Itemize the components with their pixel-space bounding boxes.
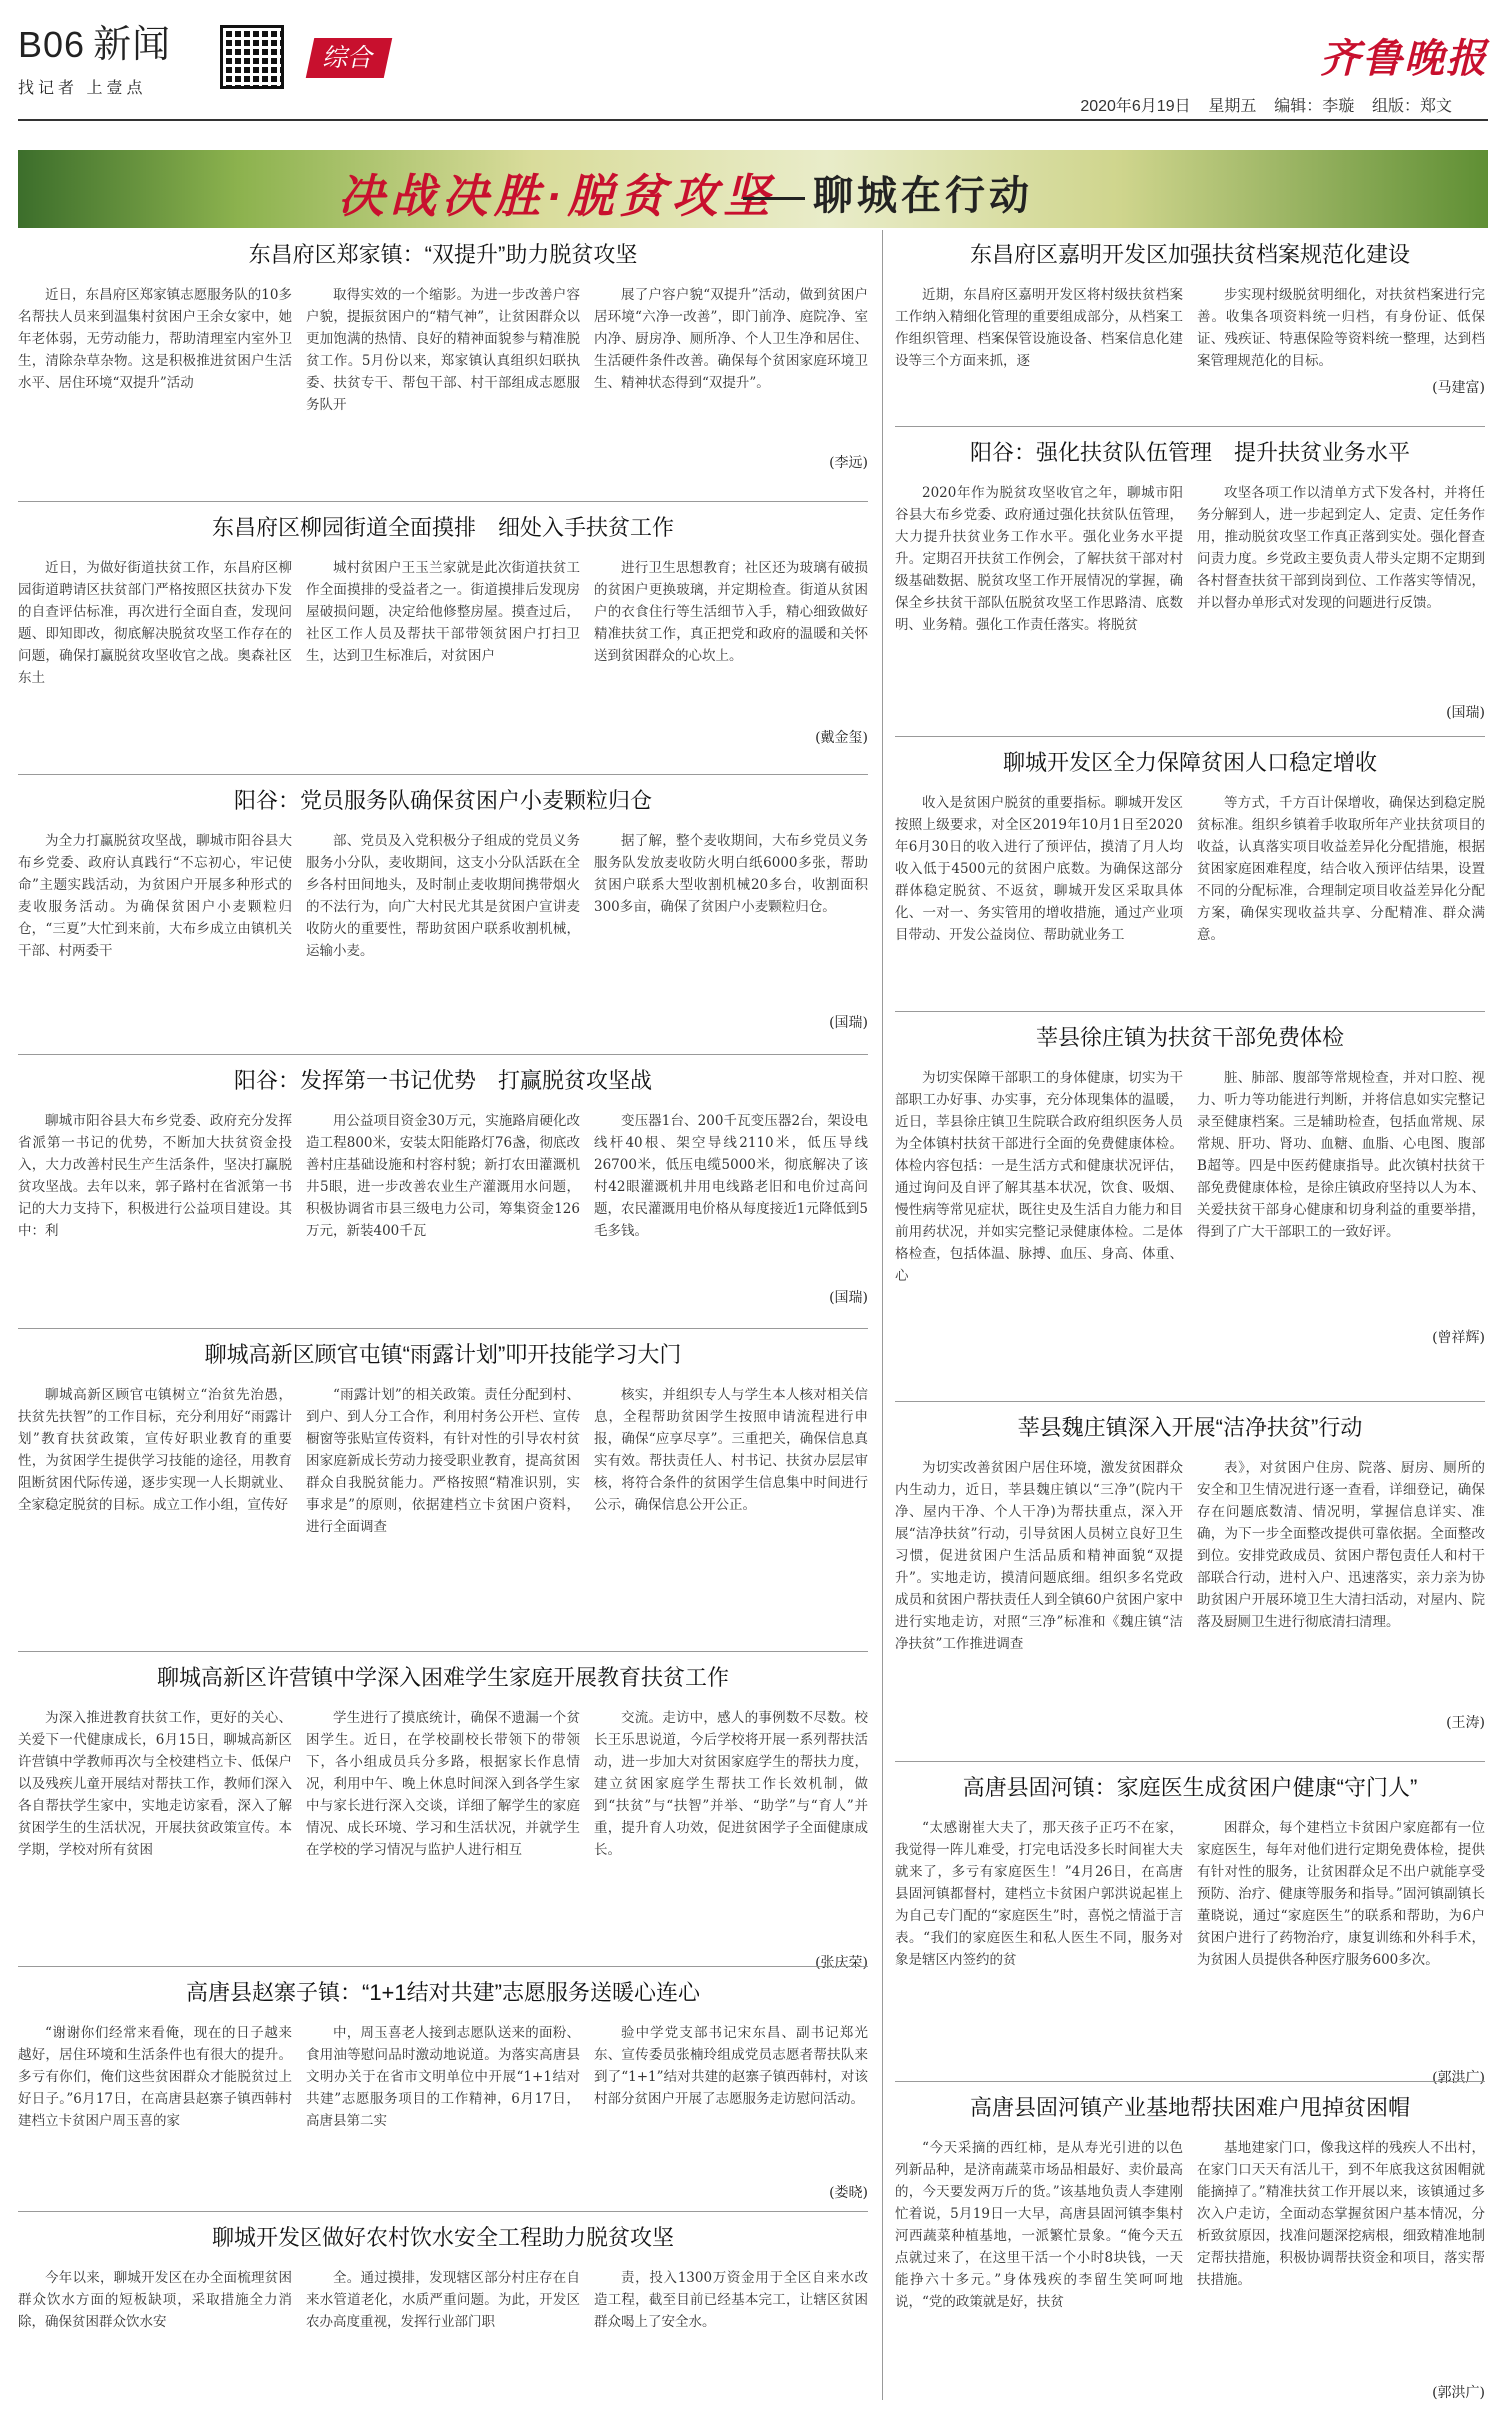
page-no: B06 <box>18 24 86 65</box>
article-divider <box>18 1966 868 1967</box>
article-column: “太感谢崔大夫了，那天孩子正巧不在家，我觉得一阵儿难受，打完电话没多长时间崔大夫就来了，多亏有家庭医生！”4月26日，在高唐县固河镇都督村，建档立卡贫困户郭洪说起崔上为自己专门配的“家庭医生”时，喜悦之情溢于言表。“我们的家庭医生和私人医生不同，服务对象是辖区内签约的贫 <box>895 1820 1183 1968</box>
article-byline: (娄晓) <box>825 2182 868 2202</box>
article-column: 近期，东昌府区嘉明开发区将村级扶贫档案工作纳入精细化管理的重要组成部分，从档案工作组织管理、档案保管设施设备、档案信息化建设等三个方面来抓，逐 <box>895 287 1183 369</box>
article-body <box>895 1457 1485 1708</box>
article-title[interactable]: 聊城高新区顾官屯镇“雨露计划”叩开技能学习大门 <box>204 1342 682 1367</box>
article-column: 展了户容户貌“双提升”活动，做到贫困户居环境“六净一改善”，即门前净、庭院净、室内净、厨房净、厕所净、个人卫生净和居住、生活硬件条件改善。确保每个贫困家庭环境卫生、精神状态得到“双提升”。 <box>594 287 868 391</box>
article-column: 责，投入1300万资金用于全区自来水改造工程，截至目前已经基本完工，让辖区贫困群众喝上了安全水。 <box>594 2270 868 2330</box>
article-column: 变压器1台、200千瓦变压器2台，架设电线杆40根、架空导线2110米，低压导线26700米，低压电缆5000米，彻底解决了该村42眼灌溉机井用电线路老旧和电价过高问题，农民灌溉用电价格从每度接近1元降低到5毛多钱。 <box>594 1113 868 1239</box>
article-column: 用公益项目资金30万元，实施路肩硬化改造工程800米，安装太阳能路灯76盏，彻底改善村庄基础设施和村容村貌；新打农田灌溉机井5眼，进一步改善农业生产灌溉用水问题，积极协调省市县三级电力公司，筹集资金126万元，新装400千瓦 <box>306 1113 580 1239</box>
page-number <box>18 25 171 65</box>
article-column: 聊城高新区顾官屯镇树立“治贫先治愚，扶贫先扶智”的工作目标，充分利用好“雨露计划”教育扶贫政策，宣传好职业教育的重要性，为贫困学生提供学习技能的途径，用教育阻断贫困代际传递，逐步实现一人长期就业、全家稳定脱贫的目标。成立工作小组，宣传好 <box>18 1387 292 1513</box>
article-divider <box>895 426 1485 427</box>
article-column: 今年以来，聊城开发区在办全面梳理贫困群众饮水方面的短板缺项，采取措施全力消除，确保贫困群众饮水安 <box>18 2270 292 2330</box>
banner-sub-title: 聊城在行动 <box>743 164 1033 221</box>
article-column: 验中学党支部书记宋东昌、副书记郑光东、宣传委员张楠玲组成党员志愿者帮扶队来到了“1+1”结对共建的赵寨子镇西韩村，对该村部分贫困户开展了志愿服务走访慰问活动。 <box>594 2025 868 2107</box>
article <box>18 1058 868 1305</box>
article-title[interactable]: 东昌府区嘉明开发区加强扶贫档案规范化建设 <box>969 242 1410 267</box>
article-byline: (李远) <box>825 452 868 472</box>
article-column: 步实现村级脱贫明细化，对扶贫档案进行完善。收集各项资料统一归档，有身份证、低保证、残疾证、特惠保险等资料统一整理，达到档案管理规范化的目标。 <box>1197 287 1485 369</box>
issue-date: 2020年6月19日 <box>1080 98 1191 115</box>
article-title[interactable]: 高唐县固河镇产业基地帮扶困难户甩掉贫困帽 <box>969 2095 1410 2120</box>
article-divider <box>18 1328 868 1329</box>
article-column: 部、党员及入党积极分子组成的党员义务服务小分队，麦收期间，这支小分队活跃在全乡各村田间地头，及时制止麦收期间携带烟火的不法行为，向广大村民尤其是贫困户宣讲麦收防火的重要性，帮助贫困户联系收割机械，运输小麦。 <box>306 833 580 959</box>
article-column: “谢谢你们经常来看俺，现在的日子越来越好，居住环境和生活条件也有很大的提升。多亏有你们，俺们这些贫困群众才能脱贫过上好日子。”6月17日，在高唐县赵寨子镇西韩村建档立卡贫困户周玉喜的家 <box>18 2025 292 2129</box>
article <box>18 1332 868 1595</box>
article-body <box>18 557 868 723</box>
article-divider <box>895 1761 1485 1762</box>
article <box>18 1970 868 2200</box>
article-column: 为深入推进教育扶贫工作，更好的关心、关爱下一代健康成长，6月15日，聊城高新区许营镇中学教师再次与全校建档立卡、低保户以及残疾儿童开展结对帮扶工作，教师们深入各自帮扶学生家中，实地走访家看，深入了解贫困学生的生活状况，开展扶贫政策宣传。本学期，学校对所有贫困 <box>18 1710 292 1858</box>
article-column: 基地建家门口，像我这样的残疾人不出村，在家门口天天有活儿干，到不年底我这贫困帽就能摘掉了。”精准扶贫工作开展以来，该镇通过多次入户走访，全面动态掌握贫困户基本情况，分析致贫原因，找准问题深挖病根，细致精准地制定帮扶措施，积极协调帮扶资金和项目，落实帮扶措施。 <box>1197 2140 1485 2288</box>
article-divider <box>18 1651 868 1652</box>
article-column: 近日，东昌府区郑家镇志愿服务队的10多名帮扶人员来到温集村贫困户王余女家中，她年老体弱，无劳动能力，帮助清理室内室外卫生，清除杂草杂物。这是积极推进贫困户生活水平、居住环境“双提升”活动 <box>18 287 292 391</box>
article-body <box>18 830 868 1008</box>
section-tag: 综合 <box>306 38 393 78</box>
article-title[interactable]: 阳谷：强化扶贫队伍管理 提升扶贫业务水平 <box>969 440 1410 465</box>
article-byline: (曾祥辉) <box>1428 1327 1485 1347</box>
column-divider <box>882 230 883 2400</box>
article-divider <box>18 1054 868 1055</box>
section-name: 新闻 <box>93 24 172 66</box>
article-column: 进行卫生思想教育；社区还为玻璃有破损的贫困户更换玻璃，并定期检查。街道从贫困户的衣食住行等生活细节入手，精心细致做好精准扶贫工作，真正把党和政府的温暖和关怀送到贫困群众的心坎上。 <box>594 560 868 664</box>
article-divider <box>895 736 1485 737</box>
article-divider <box>895 2081 1485 2082</box>
article-body <box>18 2022 868 2178</box>
weekday: 星期五 <box>1208 98 1257 115</box>
article-title[interactable]: 莘县魏庄镇深入开展“洁净扶贫”行动 <box>1017 1415 1363 1440</box>
article-body <box>18 1707 868 1948</box>
article-divider <box>895 1401 1485 1402</box>
article <box>18 232 868 470</box>
header-rule <box>18 119 1488 121</box>
qr-code-icon[interactable] <box>220 25 284 89</box>
article-body <box>18 1110 868 1283</box>
article <box>18 2215 868 2405</box>
article-body <box>895 284 1485 373</box>
article-body <box>18 284 868 448</box>
article-title[interactable]: 东昌府区柳园街道全面摸排 细处入手扶贫工作 <box>211 515 674 540</box>
article-column: 为全力打赢脱贫攻坚战，聊城市阳谷县大布乡党委、政府认真践行“不忘初心，牢记使命”主题实践活动，为贫困户开展多种形式的麦收服务活动。为确保贫困户小麦颗粒归仓，“三夏”大忙到来前，大布乡成立由镇机关干部、村两委干 <box>18 833 292 959</box>
article <box>895 1015 1485 1345</box>
page-header <box>18 24 1488 115</box>
article-column: 表》，对贫困户住房、院落、厨房、厕所的安全和卫生情况进行逐一查看，详细登记，确保存在问题底数清、情况明，掌握信息详实、准确，为下一步全面整改提供可靠依据。全面整改到位。安排党政成员、贫困户帮包责任人和村干部联合行动，进村入户、迅速落实，亲力亲为协助贫困户开展环境卫生大清扫活动，对屋内、院落及厨厕卫生进行彻底清扫清理。 <box>1197 1460 1485 1630</box>
article-divider <box>18 774 868 775</box>
article-column: 据了解，整个麦收期间，大布乡党员义务服务队发放麦收防火明白纸6000多张，帮助贫困户联系大型收割机械20多台，收割面积300多亩，确保了贫困户小麦颗粒归仓。 <box>594 833 868 915</box>
article-title[interactable]: 聊城开发区做好农村饮水安全工程助力脱贫攻坚 <box>211 2225 674 2250</box>
article <box>18 1655 868 1970</box>
article-column: 全。通过摸排，发现辖区部分村庄存在自来水管道老化，水质严重问题。为此，开发区农办高度重视，发挥行业部门职 <box>306 2270 580 2330</box>
article <box>18 778 868 1030</box>
article-column: 学生进行了摸底统计，确保不遗漏一个贫困学生。近日，在学校副校长带领下的带领下，各小组成员兵分多路，根据家长作息情况，利用中午、晚上休息时间深入到各学生家中与家长进行深入交谈，详细了解学生的家庭情况、成长环境、学习和生活状况，并就学生在学校的学习情况与监护人进行相互 <box>306 1710 580 1858</box>
article-column: “雨露计划”的相关政策。责任分配到村、到户、到人分工合作，利用村务公开栏、宣传橱窗等张贴宣传资料，有针对性的引导农村贫困家庭新成长劳动力接受职业教育，提高贫困群众自我脱贫能力。严格按照“精准识别，实事求是”的原则，依据建档立卡贫困户资料，进行全面调查 <box>306 1387 580 1535</box>
article-column: 中，周玉喜老人接到志愿队送来的面粉、食用油等慰问品时激动地说道。为落实高唐县文明办关于在省市文明单位中开展“1+1结对共建”志愿服务项目的工作精神，6月17日，高唐县第二实 <box>306 2025 580 2129</box>
article-column: 聊城市阳谷县大布乡党委、政府充分发挥省派第一书记的优势，不断加大扶贫资金投入，大力改善村民生产生活条件，坚决打赢脱贫攻坚战。去年以来，郭子路村在省派第一书记的大力支持下，积极进行公益项目建设。其中：利 <box>18 1113 292 1239</box>
article-title[interactable]: 阳谷：党员服务队确保贫困户小麦颗粒归仓 <box>233 788 652 813</box>
article-body <box>895 792 1485 981</box>
article-byline: (国瑞) <box>825 1287 868 1307</box>
article-divider <box>895 1011 1485 1012</box>
article-byline: (国瑞) <box>1442 702 1485 722</box>
article-column: 2020年作为脱贫攻坚收官之年，聊城市阳谷县大布乡党委、政府通过强化扶贫队伍管理，大力提升扶贫业务工作水平。强化业务水平提升。定期召开扶贫工作例会，了解扶贫干部对村级基础数据、脱贫攻坚工作开展情况的掌握，确保全乡扶贫干部队伍脱贫攻坚工作思路清、底数明、业务精。强化工作责任落实。将脱贫 <box>895 485 1183 633</box>
article-column: 城村贫困户王玉兰家就是此次街道扶贫工作全面摸排的受益者之一。街道摸排后发现房屋破损问题，决定给他修整房屋。摸查过后，社区工作人员及帮扶干部带领贫困户打扫卫生，达到卫生标准后，对贫困户 <box>306 560 580 664</box>
article-column: 攻坚各项工作以清单方式下发各村，并将任务分解到人，进一步起到定人、定责、定任务作用，推动脱贫攻坚工作真正落到实处。强化督查问责力度。乡党政主要负责人带头定期不定期到各村督查扶贫干部到岗到位、工作落实等情况，并以督办单形式对发现的问题进行反馈。 <box>1197 485 1485 611</box>
article-byline: (王涛) <box>1442 1712 1485 1732</box>
header-meta <box>1080 93 1452 116</box>
article-column: 核实，并组织专人与学生本人核对相关信息，全程帮助贫困学生按照申请流程进行申报，确保“应享尽享”。三重把关，确保信息真实有效。帮扶责任人、村书记、扶贫办层层审核，将符合条件的贫困学生信息集中时间进行公示，确保信息公开公正。 <box>594 1387 868 1513</box>
article-column: 取得实效的一个缩影。为进一步改善户容户貌，提振贫困户的“精气神”，让贫困群众以更加饱满的热情、良好的精神面貌参与精准脱贫工作。5月份以来，郑家镇认真组织妇联执委、扶贫专干、帮包干部、村干部组成志愿服务队开 <box>306 287 580 413</box>
article-byline: (郭洪广) <box>1428 2382 1485 2402</box>
article-column: 为切实保障干部职工的身体健康，切实为干部职工办好事、办实事，充分体现集体的温暖，近日，莘县徐庄镇卫生院联合政府组织医务人员为全体镇村扶贫干部进行全面的免费健康体检。体检内容包括：一是生活方式和健康状况评估，通过询问及自评了解其基本状况，饮食、吸烟、慢性病等常见症状，既往史及生活自力能力和目前用药状况，并如实完整记录健康体检。二是体格检查，包括体温、脉搏、血压、身高、体重、心 <box>895 1070 1183 1284</box>
article-column: 交流。走访中，感人的事例数不尽数。校长王乐思说道，今后学校将开展一系列帮扶活动，进一步加大对贫困家庭学生的帮扶力度，建立贫困家庭学生帮扶工作长效机制，做到“扶贫”与“扶智”并举、“助学”与“育人”并重，提升育人功效，促进贫困学子全面健康成长。 <box>594 1710 868 1858</box>
article-title[interactable]: 高唐县赵寨子镇：“1+1结对共建”志愿服务送暖心连心 <box>186 1980 700 2005</box>
article-title[interactable]: 聊城高新区许营镇中学深入困难学生家庭开展教育扶贫工作 <box>156 1665 729 1690</box>
designer: 组版：郑文 <box>1371 98 1452 115</box>
article-byline: (郭洪广) <box>1428 2067 1485 2087</box>
article <box>895 740 1485 1003</box>
article-column: “今天采摘的西红柿，是从寿光引进的以色列新品种，是济南蔬菜市场品相最好、卖价最高的，今天要发两万斤的货。”该基地负责人李建刚忙着说，5月19日一大早，高唐县固河镇李集村河西蔬菜种植基地，一派繁忙景象。“俺今天五点就过来了，在这里干活一个小时8块钱，一天能挣六十多元。”身体残疾的李留生笑呵呵地说，“党的政策就是好，扶贫 <box>895 2140 1183 2310</box>
article-title[interactable]: 聊城开发区全力保障贫困人口稳定增收 <box>1002 750 1377 775</box>
article-body <box>18 1384 868 1573</box>
article <box>18 505 868 745</box>
article-column: 困群众，每个建档立卡贫困户家庭都有一位家庭医生，每年对他们进行定期免费体检，提供有针对性的服务，让贫困群众足不出户就能享受预防、治疗、健康等服务和指导。”固河镇副镇长董晓说，通过“家庭医生”的联系和帮助，为6户贫困户进行了药物治疗，康复训练和外科手术，为贫困人员提供各种医疗服务600多次。 <box>1197 1820 1485 1968</box>
article <box>895 2085 1485 2400</box>
article-title[interactable]: 阳谷：发挥第一书记优势 打赢脱贫攻坚战 <box>233 1068 652 1093</box>
article-body <box>895 1817 1485 2063</box>
editor: 编辑：李璇 <box>1274 98 1355 115</box>
article-divider <box>18 2211 868 2212</box>
newspaper-logo: 齐鲁晚报 <box>1320 36 1488 81</box>
article-divider <box>18 501 868 502</box>
article-title[interactable]: 高唐县固河镇：家庭医生成贫困户健康“守门人” <box>962 1775 1418 1800</box>
article-byline: (戴金玺) <box>811 727 868 747</box>
article-body <box>895 1067 1485 1323</box>
article-column: 等方式，千方百计保增收，确保达到稳定脱贫标准。组织乡镇着手收取所年产业扶贫项目的收益，认真落实项目收益差异化分配措施，根据贫困家庭困难程度，结合收入预评估结果，设置不同的分配标准，合理制定项目收益差异化分配方案，确保实现收益共享、分配精准、群众满意。 <box>1197 795 1485 943</box>
article-column: 近日，为做好街道扶贫工作，东昌府区柳园街道聘请区扶贫部门严格按照区扶贫办下发的自查评估标准，再次进行全面自查，发现问题、即知即改，彻底解决脱贫攻坚工作存在的问题，确保打赢脱贫攻坚收官之战。奥森社区东土 <box>18 560 292 686</box>
article-title[interactable]: 莘县徐庄镇为扶贫干部免费体检 <box>1035 1025 1344 1050</box>
article-body <box>895 482 1485 698</box>
article <box>895 430 1485 720</box>
article-column: 为切实改善贫困户居住环境，激发贫困群众内生动力，近日，莘县魏庄镇以“三净”(院内干净、屋内干净、个人干净)为帮扶重点，深入开展“洁净扶贫”行动，引导贫困人员树立良好卫生习惯，促进贫困户生活品质和精神面貌“双提升”。实地走访，摸清问题底细。组织多名党政成员和贫困户帮扶责任人到全镇60户贫困户家中进行实地走访，对照“三净”标准和《魏庄镇“洁净扶贫”工作推进调查 <box>895 1460 1183 1652</box>
article-byline: (张庆荣) <box>811 1952 868 1972</box>
header-subtitle: 找记者 上壹点 <box>18 80 147 97</box>
article-column: 脏、肺部、腹部等常规检查，并对口腔、视力、听力等功能进行判断，并将信息如实完整记录至健康档案。三是辅助检查，包括血常规、尿常规、肝功、肾功、血糖、血脂、心电图、腹部B超等。四是中医药健康指导。此次镇村扶贫干部免费健康体检，是徐庄镇政府坚持以人为本、关爱扶贫干部身心健康和切身利益的重要举措，得到了广大干部职工的一致好评。 <box>1197 1070 1485 1240</box>
topic-banner <box>18 150 1488 228</box>
article <box>895 1405 1485 1730</box>
article <box>895 1765 1485 2085</box>
article-body <box>18 2267 868 2383</box>
article-byline: (国瑞) <box>825 1012 868 1032</box>
banner-main-title: 决战决胜·脱贫攻坚 <box>338 170 776 222</box>
article-column: 收入是贫困户脱贫的重要指标。聊城开发区按照上级要求，对全区2019年10月1日至2020年6月30日的收入进行了预评估，摸清了月人均收入低于4500元的贫困户底数。为确保这部分群体稳定脱贫、不返贫，聊城开发区采取具体化、一对一、务实管用的增收措施，通过产业项目带动、开发公益岗位、帮助就业务工 <box>895 795 1183 943</box>
article-title[interactable]: 东昌府区郑家镇：“双提升”助力脱贫攻坚 <box>248 242 638 267</box>
article-body <box>895 2137 1485 2378</box>
article <box>895 232 1485 395</box>
article-byline: (马建富) <box>1428 377 1485 397</box>
